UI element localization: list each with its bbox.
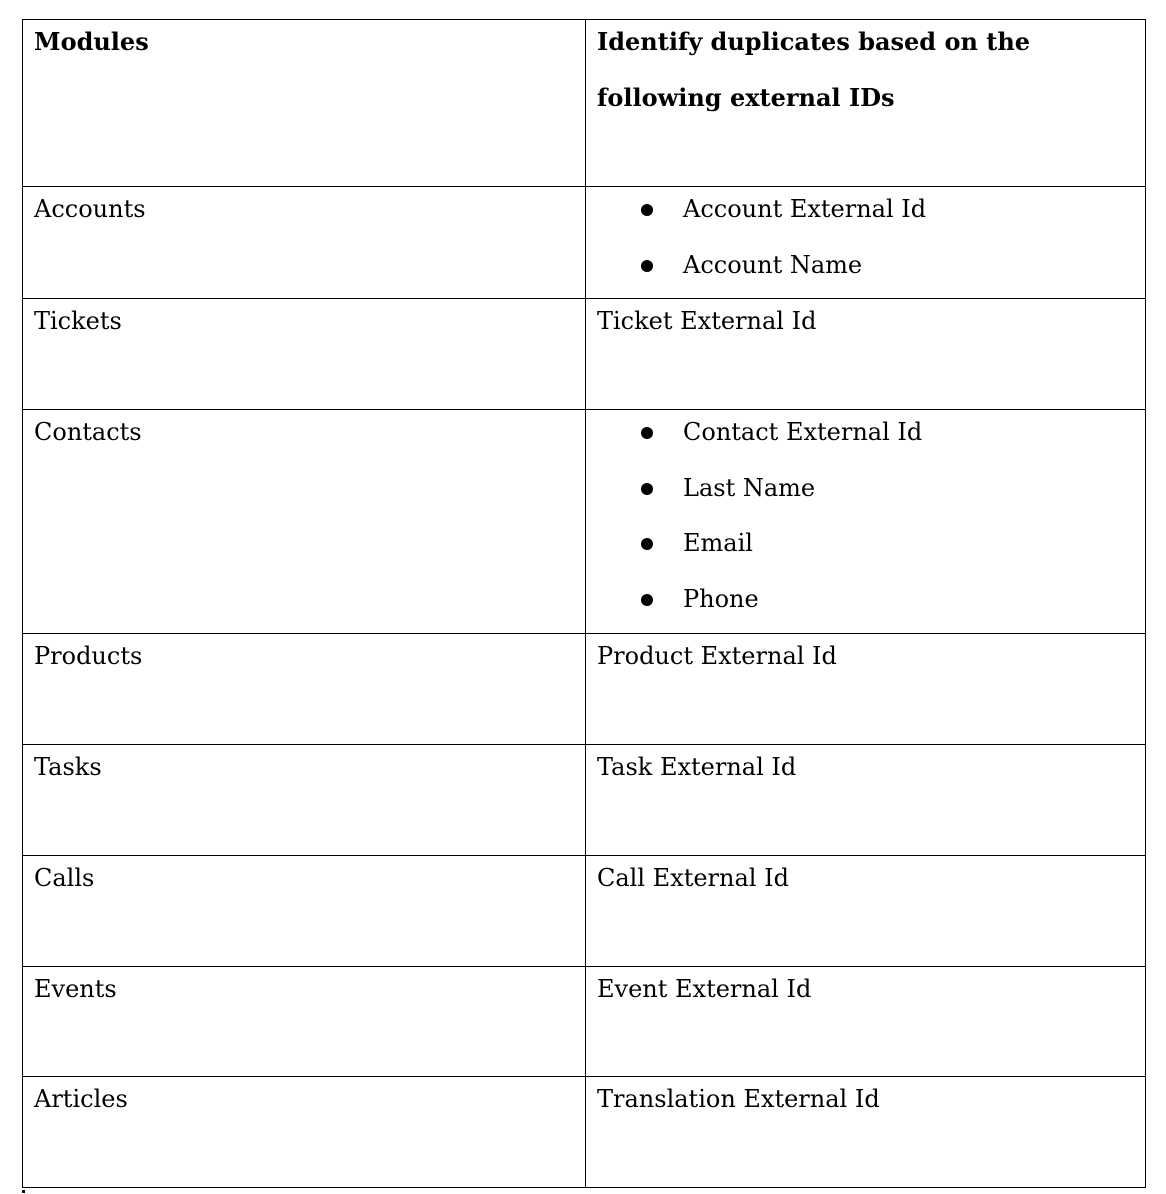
ids-cell — [586, 187, 1146, 299]
header-row — [23, 20, 1146, 187]
ids-cell — [586, 856, 1146, 967]
module-name: Contacts — [34, 418, 142, 446]
bullet-icon — [641, 538, 653, 550]
id-text: Phone — [683, 584, 759, 613]
header-external-ids: Identify duplicates based on the following external IDs — [597, 27, 1031, 112]
table-row — [23, 856, 1146, 967]
id-list — [597, 195, 1133, 279]
list-item — [597, 529, 1133, 557]
ids-cell — [586, 634, 1146, 745]
module-cell — [23, 967, 586, 1077]
table-row — [23, 967, 1146, 1077]
id-text: Account External Id — [683, 195, 927, 223]
ids-cell — [586, 299, 1146, 410]
bullet-icon — [641, 204, 653, 216]
ids-cell — [586, 745, 1146, 856]
duplicate-rules-table — [22, 19, 1146, 1188]
table-row — [23, 745, 1146, 856]
module-name: Accounts — [34, 195, 146, 223]
table-row — [23, 1077, 1146, 1188]
table-row — [23, 299, 1146, 410]
id-text: Task External Id — [597, 753, 797, 781]
module-cell — [23, 745, 586, 856]
ids-cell — [586, 410, 1146, 634]
list-item — [597, 418, 1133, 446]
list-item — [597, 195, 1133, 223]
bullet-icon — [641, 260, 653, 272]
id-text: Call External Id — [597, 864, 789, 892]
id-list — [597, 418, 1133, 613]
module-cell — [23, 299, 586, 410]
id-text: Event External Id — [597, 975, 812, 1003]
module-cell — [23, 410, 586, 634]
header-cell-modules — [23, 20, 586, 187]
list-item — [597, 585, 1133, 613]
module-name: Products — [34, 642, 143, 670]
module-name: Calls — [34, 864, 95, 892]
text-cursor-mark — [22, 1190, 25, 1193]
module-cell — [23, 187, 586, 299]
module-name: Events — [34, 975, 117, 1003]
id-text: Ticket External Id — [597, 307, 817, 335]
table-row — [23, 187, 1146, 299]
ids-cell — [586, 1077, 1146, 1188]
id-text: Product External Id — [597, 642, 837, 670]
module-name: Tasks — [34, 753, 102, 781]
id-text: Translation External Id — [597, 1085, 880, 1113]
header-cell-ids — [586, 20, 1146, 187]
bullet-icon — [641, 483, 653, 495]
header-modules: Modules — [34, 27, 149, 56]
id-text: Last Name — [683, 473, 816, 502]
module-name: Articles — [34, 1085, 128, 1113]
table-row — [23, 410, 1146, 634]
ids-cell — [586, 967, 1146, 1077]
id-text: Contact External Id — [683, 418, 923, 446]
list-item — [597, 474, 1133, 502]
module-cell — [23, 856, 586, 967]
bullet-icon — [641, 594, 653, 606]
module-cell — [23, 1077, 586, 1188]
id-text: Account Name — [683, 250, 863, 279]
bullet-icon — [641, 427, 653, 439]
module-cell — [23, 634, 586, 745]
list-item — [597, 251, 1133, 279]
module-name: Tickets — [34, 307, 122, 335]
id-text: Email — [683, 529, 753, 557]
table-row — [23, 634, 1146, 745]
